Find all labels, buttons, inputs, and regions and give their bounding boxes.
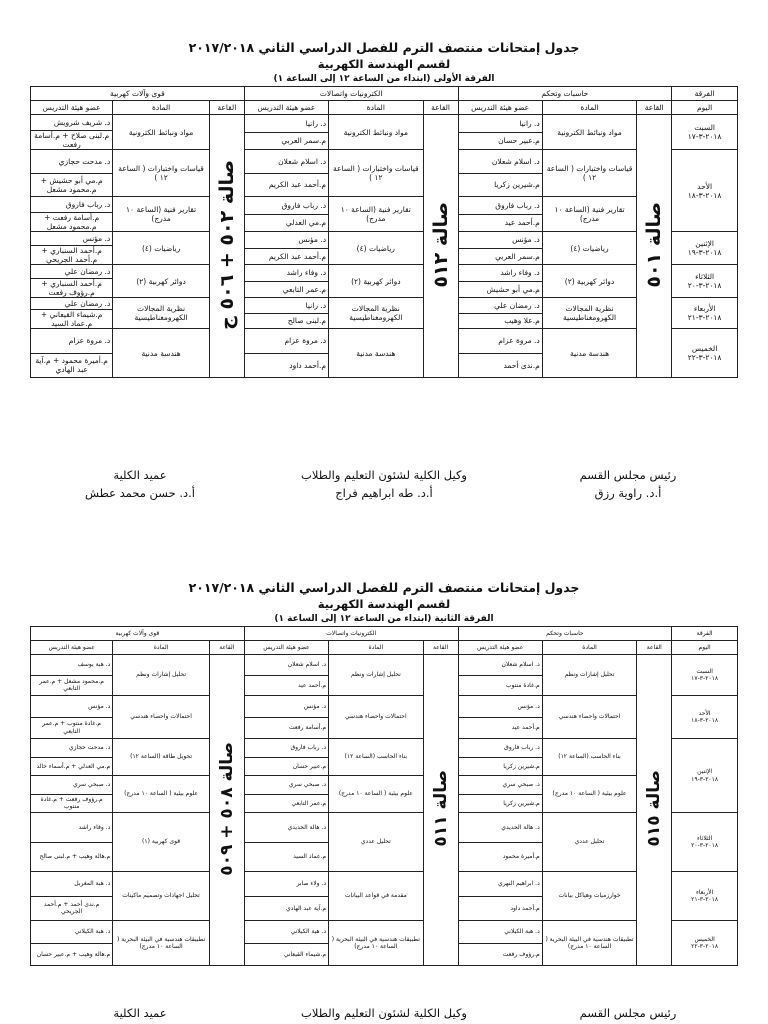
subject-cell: مواد ونبائط الكترونية [542, 115, 637, 150]
day-name: الأحد [697, 181, 713, 191]
hall-label: صالة ٥٠٢ + ٥٠٦ ج [215, 160, 238, 330]
subject-cell: رياضيات (٤) [542, 232, 637, 265]
assistant-names: م.أسامة رفعت + م.محمود مشعل [44, 213, 100, 231]
day-name: الأحد [698, 709, 711, 717]
table-row [31, 150, 738, 197]
subject-cell: تقارير فنية (الساعة ١٠ مدرج) [329, 197, 424, 232]
subject-cell: هندسة مدنية [542, 329, 637, 378]
hall-cell [423, 655, 458, 966]
professor-name: د. صبحي سري [459, 776, 542, 795]
assistant-names: م.غادة منتوب [505, 681, 540, 689]
professor-name: د. رباب فاروق [31, 197, 112, 213]
day-name: الثلاثاء [695, 272, 715, 281]
professor-name: د. رمضان علي [31, 265, 112, 279]
assistant-names: م.عبير حسان [498, 136, 540, 146]
subject-cell: تحليل اجهادات وتصميم ماكينات [113, 872, 210, 921]
professor-name: د. رباب فاروق [245, 197, 328, 215]
header-day: اليوم [672, 641, 738, 655]
day-cell [672, 696, 738, 739]
header-year: الفرقة [672, 627, 738, 641]
day-date: ٢٠١٨-٣-١٩ [691, 775, 719, 783]
subject-cell: قوى كهربية (١) [113, 813, 210, 872]
professor-name: د. شريف شرويش [31, 115, 112, 131]
department-title: لقسم الهندسة الكهربية [317, 597, 451, 611]
staff-cell [458, 776, 542, 813]
professor-name: د. وفاء راشد [245, 265, 328, 282]
assistant-names: م.رؤوف رفعت [502, 950, 540, 958]
professor-name: د. ابراهيم النهري [459, 872, 542, 897]
professor-name: د. مؤنس [31, 232, 112, 246]
signature-role: رئيس مجلس القسم [579, 468, 677, 482]
professor-name: د. هبة يوسف [31, 655, 112, 676]
professor-name: د. هبة الكيلاني [31, 921, 112, 944]
subject-cell: تقارير فنية (الساعة ١٠ مدرج) [113, 197, 210, 232]
day-cell [672, 115, 738, 150]
assistant-names: م.لبنى صالح [287, 316, 327, 326]
schedule-table [30, 626, 738, 966]
header-staff: عضو هيئة التدريس [31, 101, 113, 115]
assistant-names: م.مي العدلي + م.أسماء خالد [36, 762, 111, 770]
subject-cell: قياسات واختبارات ( الساعة ١٢ ) [329, 150, 424, 197]
staff-cell [31, 776, 113, 813]
professor-name: د. هبة الكيلاني [245, 921, 328, 944]
header-dept3: قوى وآلات كهربية [31, 87, 245, 101]
staff-cell [31, 150, 113, 197]
subject-cell: تطبيقات هندسية في البيئة البحرية ( الساعة ١٠ مدرج) [542, 921, 637, 966]
header-hall: القاعة [423, 641, 458, 655]
assistant-names: م.عماد السيد [293, 853, 327, 860]
day-cell [672, 739, 738, 813]
header-dept2: الكترونيات واتصالات [244, 627, 458, 641]
professor-name: د. اسلام شعلان [245, 150, 328, 174]
professor-name: د. رانيا [245, 298, 328, 314]
day-cell [672, 655, 738, 696]
staff-cell [31, 921, 113, 966]
hall-cell [637, 115, 672, 378]
table-row [31, 115, 738, 150]
subject-cell: قياسات واختبارات ( الساعة ١٢ ) [113, 150, 210, 197]
day-date: ٢٠١٨-٣-٢٢ [691, 943, 719, 950]
header-hall: القاعة [209, 101, 244, 115]
day-name: الإثنين [695, 239, 714, 248]
header-dept3: قوى وآلات كهربية [31, 627, 245, 641]
signature [518, 1004, 738, 1022]
day-name: الإثنين [697, 768, 713, 775]
assistant-names: م.أحمد عيد [504, 218, 540, 228]
professor-name: د. هالة الحديدي [245, 813, 328, 843]
day-date: ٢٠١٨-٣-٢٠ [687, 281, 722, 290]
staff-cell [31, 265, 113, 298]
header-staff: عضو هيئة التدريس [458, 101, 542, 115]
staff-cell [458, 265, 542, 298]
assistant-names: م.أحمد داود [289, 360, 327, 370]
signature [518, 466, 738, 502]
hall-label: صالة ٥٠٨ + ٥٠٩ [216, 741, 237, 876]
signature [274, 1004, 494, 1022]
professor-name: د. رباب فاروق [459, 739, 542, 758]
assistant-names: م.أميرة محمود [502, 853, 540, 860]
assistant-names: م.هالة وهيب + م.لبنى صالح [39, 853, 111, 860]
professor-name: د. وفاء راشد [31, 813, 112, 843]
assistant-names: م.رؤوف رفعت + م.غادة منتوب [40, 795, 103, 811]
assistant-names: م.شيرين زكريا [503, 762, 540, 770]
table-row [31, 329, 738, 378]
staff-cell [458, 298, 542, 329]
subject-cell: علوم بيئية ( الساعة ١٠ مدرج) [542, 776, 637, 813]
professor-name: د. مروة عزام [459, 329, 542, 354]
staff-cell [458, 813, 542, 872]
table-row [31, 739, 738, 776]
professor-name: د. مؤنس [459, 696, 542, 718]
header-hall: القاعة [637, 101, 672, 115]
signature [30, 466, 250, 502]
table-row [31, 921, 738, 966]
subject-cell: نظرية المجالات الكهرومغناطيسية [113, 298, 210, 329]
assistant-names: م.أحمد السنباري + م.أحمد الجريحي [41, 246, 102, 264]
hall-cell [637, 655, 672, 966]
assistant-names: م.شيماء القيعاني [283, 950, 327, 958]
subject-cell: تحويل طاقة (الساعة ١٢) [113, 739, 210, 776]
hall-cell [209, 115, 244, 378]
day-name: الثلاثاء [697, 834, 713, 842]
subject-cell: دوائر كهربية (٢) [329, 265, 424, 298]
staff-cell [458, 739, 542, 776]
day-date: ٢٠١٨-٣-١٨ [691, 717, 719, 724]
group-title: الفرقة الثانية (ابتداء من الساعة ١٢ إلى الساعة ١) [274, 614, 494, 624]
header-subject: المادة [542, 641, 637, 655]
day-name: الأربعاء [696, 888, 714, 896]
professor-name: د. ولاء صابر [245, 872, 328, 897]
table-row [31, 813, 738, 872]
staff-cell [244, 655, 328, 696]
staff-cell [31, 696, 113, 739]
staff-cell [458, 655, 542, 696]
subject-cell: تطبيقات هندسية في البيئة البحرية ( الساعة ١٠ مدرج) [113, 921, 210, 966]
table-row [31, 197, 738, 232]
professor-name: د. اسلام شعلان [459, 655, 542, 676]
hall-label: صالة ٥١٢ [429, 202, 452, 288]
professor-name: د. مروة عزام [31, 329, 112, 354]
subject-cell: مواد ونبائط الكترونية [329, 115, 424, 150]
subject-cell: دوائر كهربية (٢) [542, 265, 637, 298]
header-hall: القاعة [637, 641, 672, 655]
subject-cell: علوم بيئية ( الساعة ١٠ مدرج) [329, 776, 424, 813]
table-row [31, 298, 738, 329]
professor-name: د. هبة الكيلاني [459, 921, 542, 944]
subject-cell: تحليل عددي [542, 813, 637, 872]
subject-cell: بناء الحاسب (الساعة ١٢) [329, 739, 424, 776]
staff-cell [31, 115, 113, 150]
staff-cell [244, 265, 328, 298]
schedule-table [30, 86, 738, 378]
professor-name: د. صبحي سري [245, 776, 328, 795]
assistant-names: م.أحمد عيد [511, 724, 540, 731]
subject-cell: تحليل عددي [329, 813, 424, 872]
assistant-names: م.أحمد داود [510, 904, 540, 912]
staff-cell [244, 115, 328, 150]
table-row [31, 655, 738, 696]
day-cell [672, 813, 738, 872]
header-subject: المادة [329, 101, 424, 115]
subject-cell: نظرية المجالات الكهرومغناطيسية [542, 298, 637, 329]
day-cell [672, 150, 738, 232]
schedule-section-1 [30, 40, 738, 378]
subject-cell: تطبيقات هندسية في البيئة البحرية ( الساعة ١٠ مدرج) [329, 921, 424, 966]
header-subject: المادة [329, 641, 424, 655]
subject-cell: بناء الحاسب (الساعة ١٢) [542, 739, 637, 776]
assistant-names: م.عمر التابعي [291, 799, 327, 807]
subject-cell: تقارير فنية (الساعة ١٠ مدرج) [542, 197, 637, 232]
day-cell [672, 232, 738, 265]
subject-cell: رياضيات (٤) [113, 232, 210, 265]
subject-cell: احتمالات واحصاء هندسي [329, 696, 424, 739]
staff-cell [31, 655, 113, 696]
professor-name: د. رمضان علي [31, 298, 112, 310]
header-year: الفرقة [672, 87, 738, 101]
staff-cell [244, 872, 328, 921]
hall-label: صالة ٥١٥ [644, 770, 665, 848]
day-date: ٢٠١٨-٣-١٩ [687, 248, 722, 257]
signature-role: عميد الكلية [113, 1006, 167, 1020]
signature [30, 1004, 250, 1022]
assistant-names: م.هالة وهيب + م.عبير حسان [36, 950, 111, 958]
schedule-title: جدول إمتحانات منتصف الترم للفصل الدراسي الثاني ٢٠١٧/٢٠١٨ [188, 580, 580, 595]
schedule-title: جدول إمتحانات منتصف الترم للفصل الدراسي الثاني ٢٠١٧/٢٠١٨ [188, 40, 580, 55]
staff-cell [458, 150, 542, 197]
subject-cell: تحليل إشارات ونظم [542, 655, 637, 696]
assistant-names: م.سمر العربي [281, 136, 327, 146]
professor-name: د. هالة الحديدي [459, 813, 542, 843]
day-date: ٢٠١٨-٣-٢١ [687, 313, 722, 322]
header-staff: عضو هيئة التدريس [458, 641, 542, 655]
subject-cell: هندسة مدنية [329, 329, 424, 378]
assistant-names: م.شيرين زكريا [503, 799, 540, 807]
day-cell [672, 329, 738, 378]
assistant-names: م.محمود مشعل + م.عمر التابعي [39, 677, 104, 693]
assistant-names: م.شيرين زكريا [494, 180, 540, 190]
assistant-names: م.أحمد عبد الكريم [268, 180, 327, 190]
staff-cell [458, 696, 542, 739]
assistant-names: م.سمر العربي [495, 251, 540, 261]
professor-name: د. وفاء راشد [459, 265, 542, 282]
staff-cell [458, 872, 542, 921]
header-subject: المادة [113, 641, 210, 655]
assistant-names: م.ندى أحمد + م.أحمد الجريحي [43, 900, 100, 916]
staff-cell [31, 197, 113, 232]
subject-cell: احتمالات واحصاء هندسي [113, 696, 210, 739]
professor-name: د. رباب فاروق [459, 197, 542, 215]
staff-cell [244, 232, 328, 265]
subject-cell: دوائر كهربية (٢) [113, 265, 210, 298]
header-staff: عضو هيئة التدريس [31, 641, 113, 655]
assistant-names: م.لبنى صلاح + م.أسامة رفعت [34, 131, 110, 149]
staff-cell [244, 197, 328, 232]
assistant-names: م.أميرة محمود + م.آية عبد الهادي [35, 356, 108, 375]
subject-cell: هندسة مدنية [113, 329, 210, 378]
day-cell [672, 921, 738, 966]
hall-cell [209, 655, 244, 966]
assistant-names: م.ندى أحمد [503, 360, 540, 370]
subject-cell: تحليل إشارات ونظم [329, 655, 424, 696]
signature [274, 466, 494, 502]
subject-cell: نظرية المجالات الكهرومغناطيسية [329, 298, 424, 329]
staff-cell [244, 739, 328, 776]
signature-name: أ.د. طه ابراهيم فراج [335, 486, 433, 500]
professor-name: د. اسلام شعلان [245, 655, 328, 676]
professor-name: د. صبحي سري [31, 776, 112, 795]
header-staff: عضو هيئة التدريس [244, 641, 328, 655]
signature-role: رئيس مجلس القسم [579, 1006, 677, 1020]
staff-cell [31, 813, 113, 872]
assistant-names: م.مي أبو حشيش [486, 284, 540, 294]
header-dept1: حاسبات وتحكم [458, 627, 672, 641]
subject-cell: مواد ونبائط الكترونية [113, 115, 210, 150]
day-name: السبت [694, 123, 715, 132]
professor-name: د. مؤنس [245, 696, 328, 718]
header-subject: المادة [542, 101, 637, 115]
day-date: ٢٠١٨-٣-١٧ [687, 132, 722, 141]
assistant-names: م.مي أبو حشيش + م.محمود مشعل [40, 175, 103, 194]
assistant-names: م.أحمد السنباري + م.رؤوف رفعت [41, 279, 102, 297]
hall-cell [423, 115, 458, 378]
assistant-names: م.أحمد عيد [297, 681, 327, 689]
signature-role: عميد الكلية [113, 468, 167, 482]
staff-cell [458, 232, 542, 265]
day-date: ٢٠١٨-٣-٢١ [691, 896, 719, 903]
staff-cell [458, 329, 542, 378]
day-cell [672, 265, 738, 298]
subject-cell: علوم بيئية ( الساعة ١٠ مدرج) [113, 776, 210, 813]
signature-name: أ.د. حسن محمد عطش [85, 486, 195, 500]
staff-cell [31, 232, 113, 265]
day-name: الخميس [694, 935, 715, 943]
hall-label: صالة ٥١١ [430, 770, 451, 848]
staff-cell [244, 298, 328, 329]
signature-role: وكيل الكلية لشئون التعليم والطلاب [301, 468, 467, 482]
staff-cell [31, 298, 113, 329]
assistant-names: م.آية عبد الهادي [286, 904, 327, 912]
day-name: الأربعاء [693, 304, 716, 313]
schedule-section-2 [30, 580, 738, 966]
professor-name: د. مؤنس [245, 232, 328, 249]
professor-name: د. رانيا [459, 115, 542, 133]
header-subject: المادة [113, 101, 210, 115]
department-title: لقسم الهندسة الكهربية [317, 57, 451, 71]
professor-name: د. هبة المغربل [31, 872, 112, 897]
staff-cell [458, 921, 542, 966]
assistant-names: م.مي العدلي [285, 218, 327, 228]
subject-cell: قياسات واختبارات ( الساعة ١٢ ) [542, 150, 637, 197]
professor-name: د. مدحت حجازي [31, 150, 112, 174]
assistant-names: م.أحمد عبد الكريم [268, 251, 327, 261]
table-row [31, 776, 738, 813]
day-date: ٢٠١٨-٣-٢٠ [691, 842, 719, 849]
professor-name: د. مروة عزام [245, 329, 328, 354]
staff-cell [244, 696, 328, 739]
professor-name: د. رمضان علي [459, 298, 542, 314]
header-staff: عضو هيئة التدريس [244, 101, 328, 115]
professor-name: د. مؤنس [31, 696, 112, 718]
professor-name: د. اسلام شعلان [459, 150, 542, 174]
table-row [31, 232, 738, 265]
subject-cell: مقدمة في قواعد البيانات [329, 872, 424, 921]
group-title: الفرقة الأولى (ابتداء من الساعة ١٢ إلى الساعة ١) [273, 74, 495, 84]
signature-block-2 [30, 1004, 738, 1022]
day-name: الخميس [691, 344, 718, 353]
day-date: ٢٠١٨-٣-٢٢ [687, 353, 722, 362]
header-hall: القاعة [423, 101, 458, 115]
day-date: ٢٠١٨-٣-١٧ [691, 675, 719, 682]
staff-cell [31, 739, 113, 776]
professor-name: د. مؤنس [459, 232, 542, 249]
subject-cell: تحليل إشارات ونظم [113, 655, 210, 696]
subject-cell: رياضيات (٤) [329, 232, 424, 265]
signature-block-1 [30, 466, 738, 502]
professor-name: د. رانيا [245, 115, 328, 133]
assistant-names: م.عمر التابعي [282, 284, 327, 294]
header-hall: القاعة [209, 641, 244, 655]
staff-cell [244, 329, 328, 378]
professor-name: د. مدحت حجازي [31, 739, 112, 758]
staff-cell [31, 872, 113, 921]
assistant-names: م.أسامة رفعت [289, 724, 327, 731]
header-dept1: حاسبات وتحكم [458, 87, 672, 101]
staff-cell [31, 329, 113, 378]
day-name: السبت [696, 667, 713, 675]
assistant-names: م.غادة منتوب + م.عمر التابعي [42, 720, 101, 735]
staff-cell [244, 776, 328, 813]
table-row [31, 265, 738, 298]
day-cell [672, 298, 738, 329]
subject-cell: خوارزميات وهياكل بيانات [542, 872, 637, 921]
table-row [31, 696, 738, 739]
table-row [31, 872, 738, 921]
signature-name: أ.د. راوية رزق [594, 486, 662, 500]
subject-cell: احتمالات واحصاء هندسي [542, 696, 637, 739]
staff-cell [244, 813, 328, 872]
staff-cell [458, 197, 542, 232]
day-cell [672, 872, 738, 921]
assistant-names: م.عبير حسان [292, 762, 327, 770]
professor-name: د. رباب فاروق [245, 739, 328, 758]
staff-cell [458, 115, 542, 150]
staff-cell [244, 150, 328, 197]
header-day: اليوم [672, 101, 738, 115]
day-date: ٢٠١٨-٣-١٨ [687, 190, 722, 200]
header-dept2: الكترونيات واتصالات [244, 87, 458, 101]
assistant-names: م.علا وهيب [504, 316, 540, 326]
signature-role: وكيل الكلية لشئون التعليم والطلاب [301, 1006, 467, 1020]
staff-cell [244, 921, 328, 966]
assistant-names: م.شيماء القيعاني + م.عماد السيد [40, 310, 103, 328]
hall-label: صالة ٥٠١ [643, 202, 666, 288]
